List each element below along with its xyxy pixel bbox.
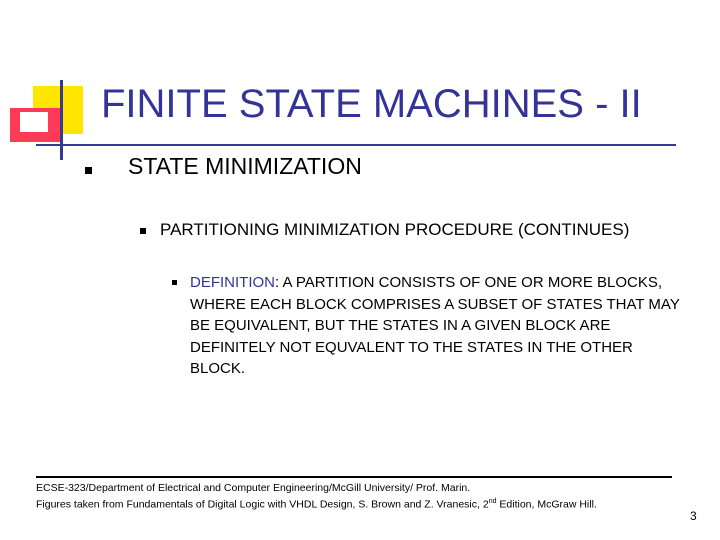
bullet-level2: PARTITIONING MINIMIZATION PROCEDURE (CONTINUES) <box>160 220 630 239</box>
bullet-icon <box>85 167 92 174</box>
footer <box>36 481 686 512</box>
decor-vertical-line <box>60 80 63 160</box>
bullet-icon <box>140 228 146 234</box>
footer-line-2: Figures taken from Fundamentals of Digital Logic with VHDL Design, S. Brown and Z. Vranesic, 2nd Edition, McGraw Hill. <box>36 498 597 511</box>
footer-line-1: ECSE-323/Department of Electrical and Computer Engineering/McGill University/ Prof. Marin. <box>36 482 471 494</box>
slide-title: FINITE STATE MACHINES - II <box>101 82 642 126</box>
decor-white-inset <box>20 112 48 132</box>
title-underline <box>36 144 676 146</box>
footer-rule <box>36 476 672 478</box>
bullet-icon <box>172 280 177 285</box>
definition-term: DEFINITION <box>190 274 275 291</box>
page-number: 3 <box>690 509 697 523</box>
definition-text: : A PARTITION CONSISTS OF ONE OR MORE BLOCKS, WHERE EACH BLOCK COMPRISES A SUBSET OF STATES THAT MAY BE EQUIVALENT, BUT THE STATES IN A GIVEN BLOCK ARE DEFINITELY NOT EQUVALENT TO THE STATES IN THE OTHER BLOCK. <box>190 274 680 377</box>
bullet-level1: STATE MINIMIZATION <box>128 153 362 179</box>
bullet-level3 <box>190 272 690 380</box>
